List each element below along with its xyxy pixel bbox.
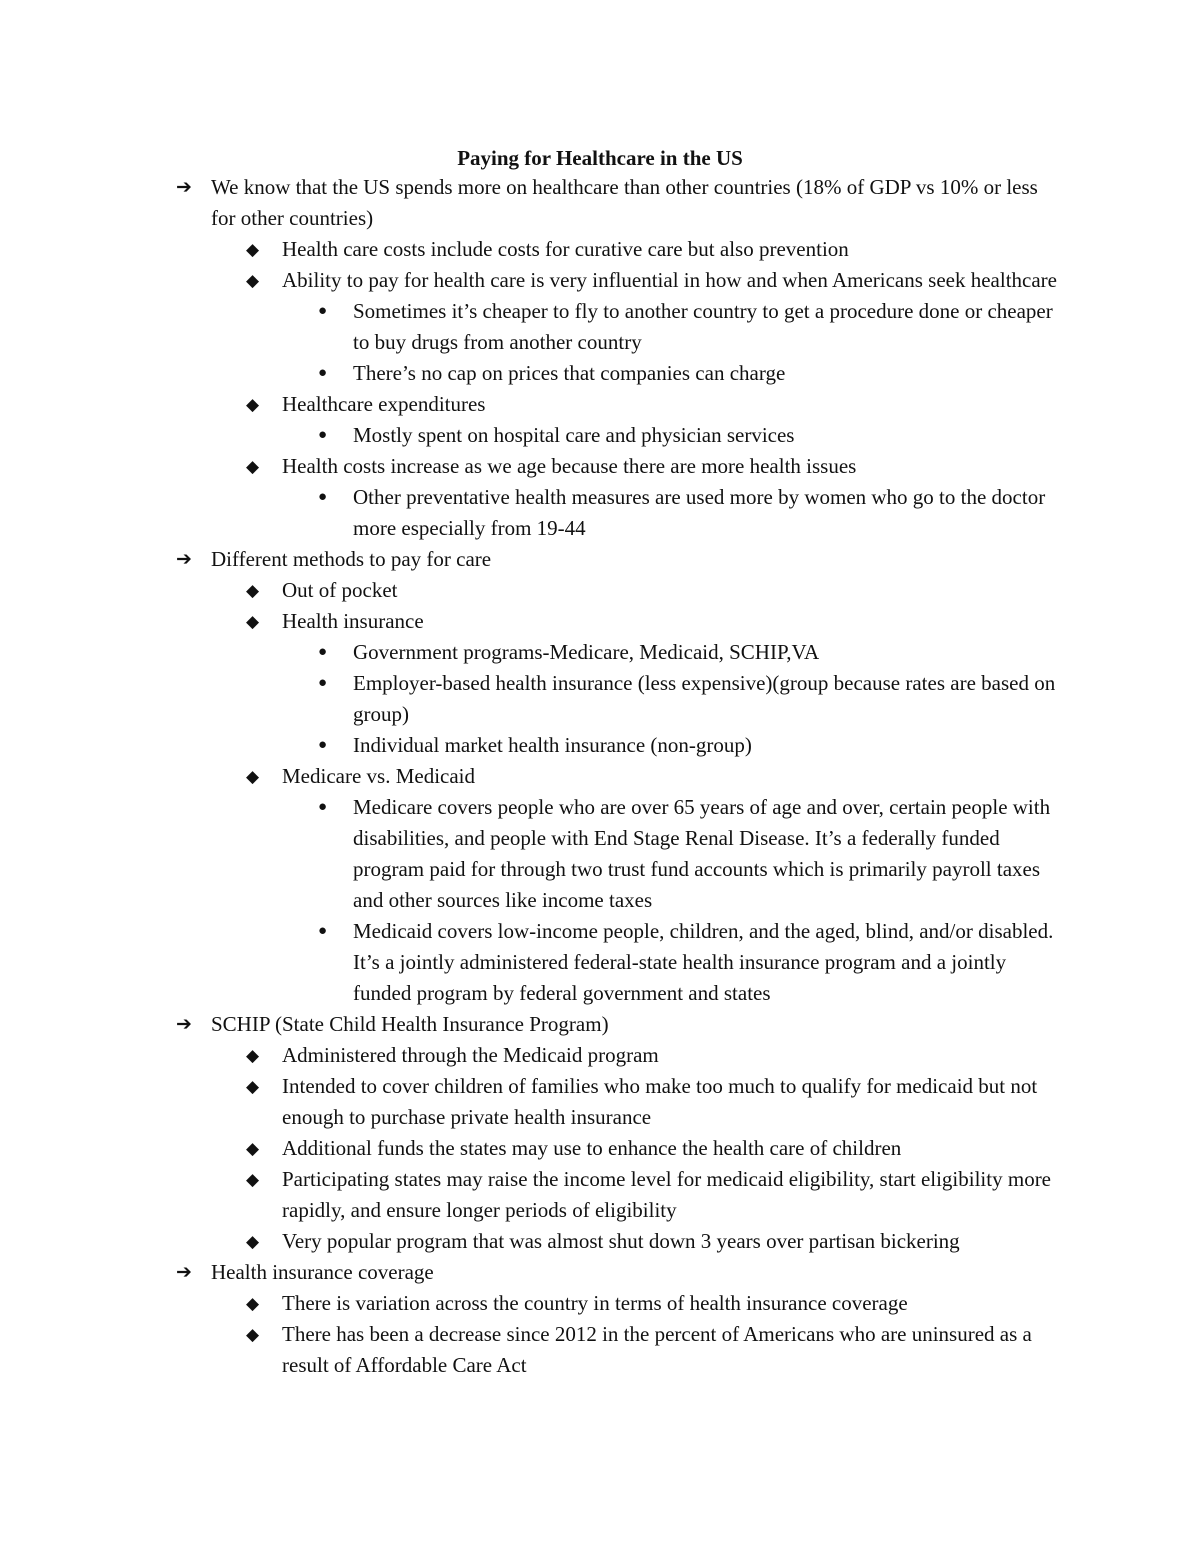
outline-item-text: Health care costs include costs for curative care but also prevention — [282, 237, 849, 261]
diamond-bullet-icon: ◆ — [246, 1077, 260, 1096]
diamond-bullet-icon: ◆ — [246, 581, 260, 600]
outline-item-level-1 — [0, 1257, 1041, 1288]
outline-item-level-2 — [0, 265, 1062, 296]
arrow-bullet-icon: ➔ — [176, 177, 192, 198]
outline-item-level-3 — [0, 482, 1063, 544]
outline-item-text: Individual market health insurance (non-group) — [353, 733, 752, 757]
outline-item-text: Sometimes it’s cheaper to fly to another country to get a procedure done or cheaper to buy drugs from another country — [353, 299, 1053, 354]
outline-item-level-3 — [0, 637, 1063, 668]
outline-item-level-2 — [0, 1133, 1062, 1164]
outline-item-text: Health insurance — [282, 609, 424, 633]
outline-item-text: Administered through the Medicaid program — [282, 1043, 659, 1067]
outline-item-text: There has been a decrease since 2012 in the percent of Americans who are uninsured as a result of Affordable Care Act — [282, 1322, 1032, 1377]
diamond-bullet-icon: ◆ — [246, 1139, 260, 1158]
arrow-bullet-icon: ➔ — [176, 1014, 192, 1035]
diamond-bullet-icon: ◆ — [246, 395, 260, 414]
diamond-bullet-icon: ◆ — [246, 612, 260, 631]
dot-bullet-icon: ● — [318, 303, 328, 319]
outline-item-text: Intended to cover children of families who make too much to qualify for medicaid but not enough to purchase private health insurance — [282, 1074, 1038, 1129]
outline-item-text: Mostly spent on hospital care and physician services — [353, 423, 795, 447]
dot-bullet-icon: ● — [318, 644, 328, 660]
dot-bullet-icon: ● — [318, 427, 328, 443]
outline-item-level-3 — [0, 916, 1063, 1009]
outline-list — [0, 172, 1200, 1381]
outline-item-level-1 — [0, 172, 1041, 234]
outline-item-level-2 — [0, 389, 1062, 420]
outline-item-text: We know that the US spends more on healthcare than other countries (18% of GDP vs 10% or less for other countries) — [211, 175, 1038, 230]
dot-bullet-icon: ● — [318, 365, 328, 381]
document-title: Paying for Healthcare in the US — [457, 146, 743, 170]
outline-item-text: Health insurance coverage — [211, 1260, 434, 1284]
arrow-bullet-icon: ➔ — [176, 1262, 192, 1283]
outline-item-level-2 — [0, 1226, 1062, 1257]
outline-item-level-3 — [0, 296, 1063, 358]
outline-item-text: Healthcare expenditures — [282, 392, 486, 416]
outline-item-text: Participating states may raise the income level for medicaid eligibility, start eligibility more rapidly, and ensure longer periods of eligibility — [282, 1167, 1052, 1222]
dot-bullet-icon: ● — [318, 675, 328, 691]
diamond-bullet-icon: ◆ — [246, 1170, 260, 1189]
diamond-bullet-icon: ◆ — [246, 240, 260, 259]
arrow-bullet-icon: ➔ — [176, 549, 192, 570]
outline-item-level-2 — [0, 575, 1062, 606]
outline-item-text: There is variation across the country in terms of health insurance coverage — [282, 1291, 908, 1315]
outline-item-level-2 — [0, 451, 1062, 482]
diamond-bullet-icon: ◆ — [246, 457, 260, 476]
diamond-bullet-icon: ◆ — [246, 1232, 260, 1251]
diamond-bullet-icon: ◆ — [246, 271, 260, 290]
diamond-bullet-icon: ◆ — [246, 767, 260, 786]
outline-item-level-2 — [0, 1040, 1062, 1071]
outline-item-text: Very popular program that was almost shut down 3 years over partisan bickering — [282, 1229, 960, 1253]
diamond-bullet-icon: ◆ — [246, 1294, 260, 1313]
dot-bullet-icon: ● — [318, 923, 328, 939]
outline-item-text: Additional funds the states may use to enhance the health care of children — [282, 1136, 902, 1160]
dot-bullet-icon: ● — [318, 737, 328, 753]
dot-bullet-icon: ● — [318, 489, 328, 505]
outline-item-text: Employer-based health insurance (less expensive)(group because rates are based on group) — [353, 671, 1056, 726]
outline-item-text: SCHIP (State Child Health Insurance Program) — [211, 1012, 609, 1036]
outline-item-level-3 — [0, 358, 1063, 389]
outline-item-text: There’s no cap on prices that companies can charge — [353, 361, 786, 385]
outline-item-text: Medicare covers people who are over 65 years of age and over, certain people with disabilities, and people with End Stage Renal Disease. It’s a federally funded program paid for through two trust fund accounts which is primarily payroll taxes and other sources like income taxes — [353, 795, 1051, 912]
outline-item-level-1 — [0, 1009, 1041, 1040]
dot-bullet-icon: ● — [318, 799, 328, 815]
outline-item-level-2 — [0, 234, 1062, 265]
outline-item-level-3 — [0, 730, 1063, 761]
outline-item-text: Other preventative health measures are used more by women who go to the doctor more especially from 19-44 — [353, 485, 1046, 540]
outline-item-level-2 — [0, 761, 1062, 792]
outline-item-text: Government programs-Medicare, Medicaid, SCHIP,VA — [353, 640, 820, 664]
outline-item-level-3 — [0, 668, 1063, 730]
outline-item-text: Health costs increase as we age because there are more health issues — [282, 454, 857, 478]
outline-item-level-2 — [0, 1288, 1062, 1319]
outline-item-level-2 — [0, 606, 1062, 637]
outline-item-level-3 — [0, 420, 1063, 451]
outline-item-text: Different methods to pay for care — [211, 547, 492, 571]
outline-item-level-2 — [0, 1071, 1062, 1133]
diamond-bullet-icon: ◆ — [246, 1325, 260, 1344]
outline-item-level-3 — [0, 792, 1063, 916]
outline-item-level-2 — [0, 1319, 1062, 1381]
outline-item-text: Medicaid covers low-income people, children, and the aged, blind, and/or disabled. It’s a jointly administered federal-state health insurance program and a jointly funded program by federal government and states — [353, 919, 1054, 1005]
outline-item-text: Ability to pay for health care is very influential in how and when Americans seek healthcare — [282, 268, 1057, 292]
diamond-bullet-icon: ◆ — [246, 1046, 260, 1065]
outline-item-level-1 — [0, 544, 1041, 575]
outline-item-text: Medicare vs. Medicaid — [282, 764, 476, 788]
outline-item-level-2 — [0, 1164, 1062, 1226]
outline-item-text: Out of pocket — [282, 578, 398, 602]
